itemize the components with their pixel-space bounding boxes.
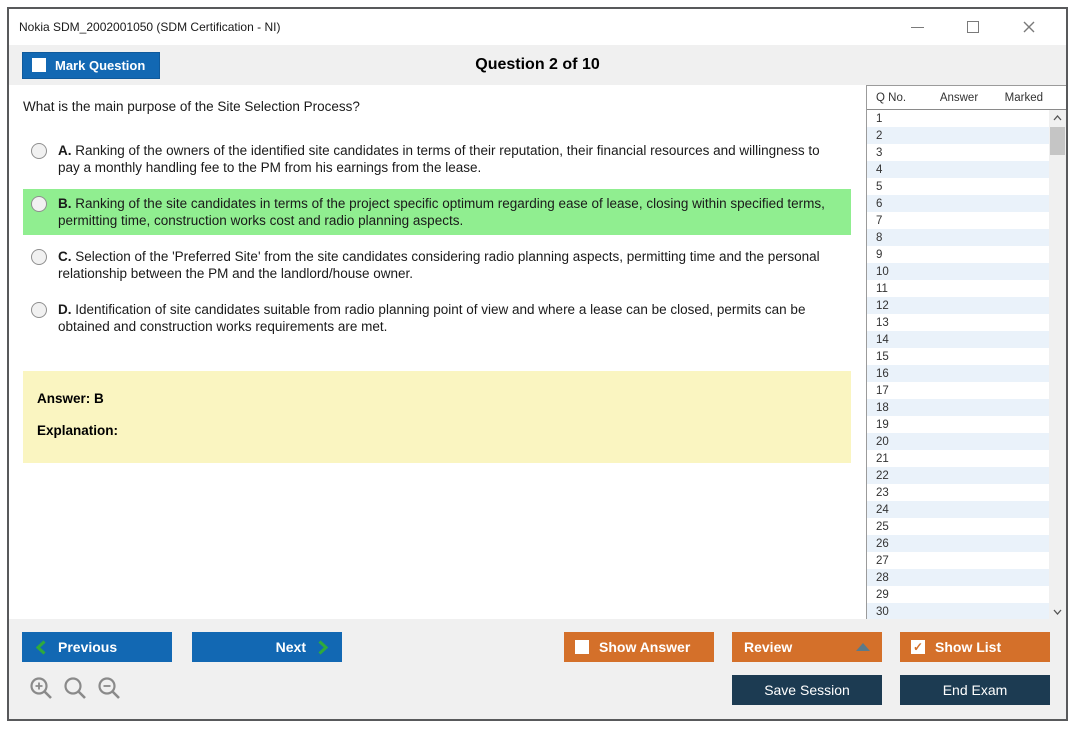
previous-button[interactable] bbox=[22, 632, 172, 662]
next-label: Next bbox=[275, 639, 306, 655]
column-header-answer: Answer bbox=[939, 91, 979, 104]
option-c-body: Selection of the 'Preferred Site' from the site candidates considering radio planning aspects, permitting time and the personal relationship between the PM and the landlord/house owner. bbox=[58, 249, 820, 281]
mark-question-button[interactable] bbox=[22, 52, 160, 79]
cell-qno: 28 bbox=[876, 571, 889, 584]
question-list-panel bbox=[866, 85, 1066, 619]
question-row[interactable] bbox=[867, 297, 1049, 314]
chevron-left-icon bbox=[36, 640, 46, 655]
question-text: What is the main purpose of the Site Selection Process? bbox=[23, 99, 360, 114]
cell-qno: 24 bbox=[876, 503, 889, 516]
question-row[interactable] bbox=[867, 518, 1049, 535]
question-row[interactable] bbox=[867, 161, 1049, 178]
column-header-marked: Marked bbox=[1004, 91, 1043, 104]
question-row[interactable] bbox=[867, 127, 1049, 144]
cell-qno: 15 bbox=[876, 350, 889, 363]
zoom-out-button[interactable] bbox=[97, 676, 122, 701]
mark-question-checkbox[interactable] bbox=[32, 58, 46, 72]
minimize-button[interactable] bbox=[902, 15, 932, 39]
scroll-down-button[interactable] bbox=[1049, 604, 1066, 619]
question-row[interactable] bbox=[867, 212, 1049, 229]
cell-qno: 14 bbox=[876, 333, 889, 346]
cell-qno: 30 bbox=[876, 605, 889, 618]
question-row[interactable] bbox=[867, 416, 1049, 433]
question-list-header bbox=[867, 86, 1066, 110]
cell-qno: 5 bbox=[876, 180, 883, 193]
zoom-out-icon bbox=[97, 676, 122, 701]
cell-qno: 10 bbox=[876, 265, 889, 278]
option-a-radio[interactable] bbox=[31, 143, 47, 159]
cell-qno: 19 bbox=[876, 418, 889, 431]
question-row[interactable] bbox=[867, 535, 1049, 552]
question-row[interactable] bbox=[867, 178, 1049, 195]
cell-qno: 7 bbox=[876, 214, 883, 227]
zoom-reset-icon bbox=[63, 676, 88, 701]
main-area bbox=[9, 85, 1066, 619]
close-button[interactable] bbox=[1014, 15, 1044, 39]
cell-qno: 6 bbox=[876, 197, 883, 210]
option-d[interactable] bbox=[23, 295, 851, 341]
question-row[interactable] bbox=[867, 382, 1049, 399]
question-counter: Question 2 of 10 bbox=[475, 56, 600, 73]
caret-up-icon bbox=[856, 643, 870, 651]
cell-qno: 2 bbox=[876, 129, 883, 142]
option-a-body: Ranking of the owners of the identified site candidates in terms of their reputation, their financial resources and willingness to pay a monthly handling fee to the PM from his earnings from the lease. bbox=[58, 143, 820, 175]
previous-label: Previous bbox=[58, 639, 118, 655]
option-b-text bbox=[58, 195, 843, 229]
cell-qno: 18 bbox=[876, 401, 889, 414]
question-row[interactable] bbox=[867, 552, 1049, 569]
maximize-icon bbox=[967, 21, 979, 33]
cell-qno: 9 bbox=[876, 248, 883, 261]
save-session-label: Save Session bbox=[764, 682, 850, 698]
question-row[interactable] bbox=[867, 501, 1049, 518]
next-button[interactable] bbox=[192, 632, 342, 662]
option-c-radio[interactable] bbox=[31, 249, 47, 265]
cell-qno: 20 bbox=[876, 435, 889, 448]
show-answer-button[interactable] bbox=[564, 632, 714, 662]
cell-qno: 22 bbox=[876, 469, 889, 482]
chevron-down-icon bbox=[1053, 609, 1062, 615]
question-row[interactable] bbox=[867, 229, 1049, 246]
window-title: Nokia SDM_2002001050 (SDM Certification - NI) bbox=[19, 20, 281, 34]
cell-qno: 12 bbox=[876, 299, 889, 312]
question-panel bbox=[9, 85, 866, 619]
question-row[interactable] bbox=[867, 331, 1049, 348]
show-list-label: Show List bbox=[935, 639, 1002, 655]
question-row[interactable] bbox=[867, 280, 1049, 297]
show-answer-checkbox[interactable] bbox=[575, 640, 589, 654]
show-list-checkbox[interactable]: ✓ bbox=[912, 640, 924, 654]
question-list-scrollbar[interactable] bbox=[1049, 110, 1066, 619]
cell-qno: 17 bbox=[876, 384, 889, 397]
cell-qno: 16 bbox=[876, 367, 889, 380]
question-row[interactable] bbox=[867, 263, 1049, 280]
question-row[interactable] bbox=[867, 569, 1049, 586]
end-exam-label: End Exam bbox=[942, 682, 1008, 698]
answer-box bbox=[23, 371, 851, 463]
cell-qno: 26 bbox=[876, 537, 889, 550]
cell-qno: 27 bbox=[876, 554, 889, 567]
cell-qno: 21 bbox=[876, 452, 889, 465]
scrollbar-thumb[interactable] bbox=[1050, 127, 1065, 155]
cell-qno: 29 bbox=[876, 588, 889, 601]
question-row[interactable] bbox=[867, 467, 1049, 484]
option-d-text bbox=[58, 301, 843, 335]
cell-qno: 25 bbox=[876, 520, 889, 533]
question-row[interactable] bbox=[867, 110, 1049, 127]
option-a[interactable] bbox=[23, 136, 851, 182]
question-row[interactable] bbox=[867, 450, 1049, 467]
question-row[interactable] bbox=[867, 144, 1049, 161]
option-c-text bbox=[58, 248, 843, 282]
review-button[interactable] bbox=[732, 632, 882, 662]
cell-qno: 8 bbox=[876, 231, 883, 244]
option-a-text bbox=[58, 142, 843, 176]
cell-qno: 3 bbox=[876, 146, 883, 159]
chevron-up-icon bbox=[1053, 115, 1062, 121]
maximize-button[interactable] bbox=[958, 15, 988, 39]
question-list-body bbox=[867, 110, 1049, 619]
option-d-body: Identification of site candidates suitable from radio planning point of view and where a lease can be closed, permits can be obtained and construction works requirements are met. bbox=[58, 302, 806, 334]
zoom-tools bbox=[29, 676, 122, 701]
mark-question-label: Mark Question bbox=[55, 57, 146, 73]
scroll-up-button[interactable] bbox=[1049, 110, 1066, 125]
question-list bbox=[867, 110, 1066, 619]
end-exam-button[interactable] bbox=[900, 675, 1050, 705]
question-row[interactable] bbox=[867, 586, 1049, 603]
option-b-body: Ranking of the site candidates in terms of the project specific optimum regarding ease of lease, closing within specified terms, permitting time, construction works cost and radio planning aspects. bbox=[58, 196, 825, 228]
zoom-in-icon bbox=[29, 676, 54, 701]
option-d-radio[interactable] bbox=[31, 302, 47, 318]
cell-qno: 23 bbox=[876, 486, 889, 499]
question-row[interactable] bbox=[867, 246, 1049, 263]
zoom-in-button[interactable] bbox=[29, 676, 54, 701]
header-strip bbox=[9, 45, 1066, 85]
option-b-radio[interactable] bbox=[31, 196, 47, 212]
minimize-icon bbox=[911, 27, 924, 28]
show-list-button[interactable] bbox=[900, 632, 1050, 662]
answer-label: Answer: B bbox=[37, 391, 104, 406]
option-c[interactable] bbox=[23, 242, 851, 288]
close-icon bbox=[1022, 20, 1036, 34]
review-label: Review bbox=[744, 639, 793, 655]
chevron-right-icon bbox=[318, 640, 328, 655]
question-row[interactable] bbox=[867, 399, 1049, 416]
cell-qno: 11 bbox=[876, 282, 888, 295]
question-row[interactable] bbox=[867, 314, 1049, 331]
option-c-letter: C. bbox=[58, 249, 72, 264]
option-b-letter: B. bbox=[58, 196, 72, 211]
app-window bbox=[7, 7, 1068, 721]
save-session-button[interactable] bbox=[732, 675, 882, 705]
option-b[interactable] bbox=[23, 189, 851, 235]
question-row[interactable] bbox=[867, 365, 1049, 382]
option-a-letter: A. bbox=[58, 143, 72, 158]
question-row[interactable] bbox=[867, 603, 1049, 619]
question-row[interactable] bbox=[867, 433, 1049, 450]
cell-qno: 1 bbox=[876, 112, 883, 125]
column-header-qno: Q No. bbox=[876, 91, 907, 104]
question-row[interactable] bbox=[867, 195, 1049, 212]
title-bar bbox=[9, 9, 1066, 45]
zoom-reset-button[interactable] bbox=[63, 676, 88, 701]
explanation-label: Explanation: bbox=[37, 423, 119, 438]
cell-qno: 4 bbox=[876, 163, 883, 176]
question-row[interactable] bbox=[867, 484, 1049, 501]
show-answer-label: Show Answer bbox=[599, 639, 691, 655]
window-controls bbox=[902, 15, 1056, 39]
bottom-bar bbox=[9, 619, 1066, 719]
cell-qno: 13 bbox=[876, 316, 889, 329]
question-row[interactable] bbox=[867, 348, 1049, 365]
option-d-letter: D. bbox=[58, 302, 72, 317]
